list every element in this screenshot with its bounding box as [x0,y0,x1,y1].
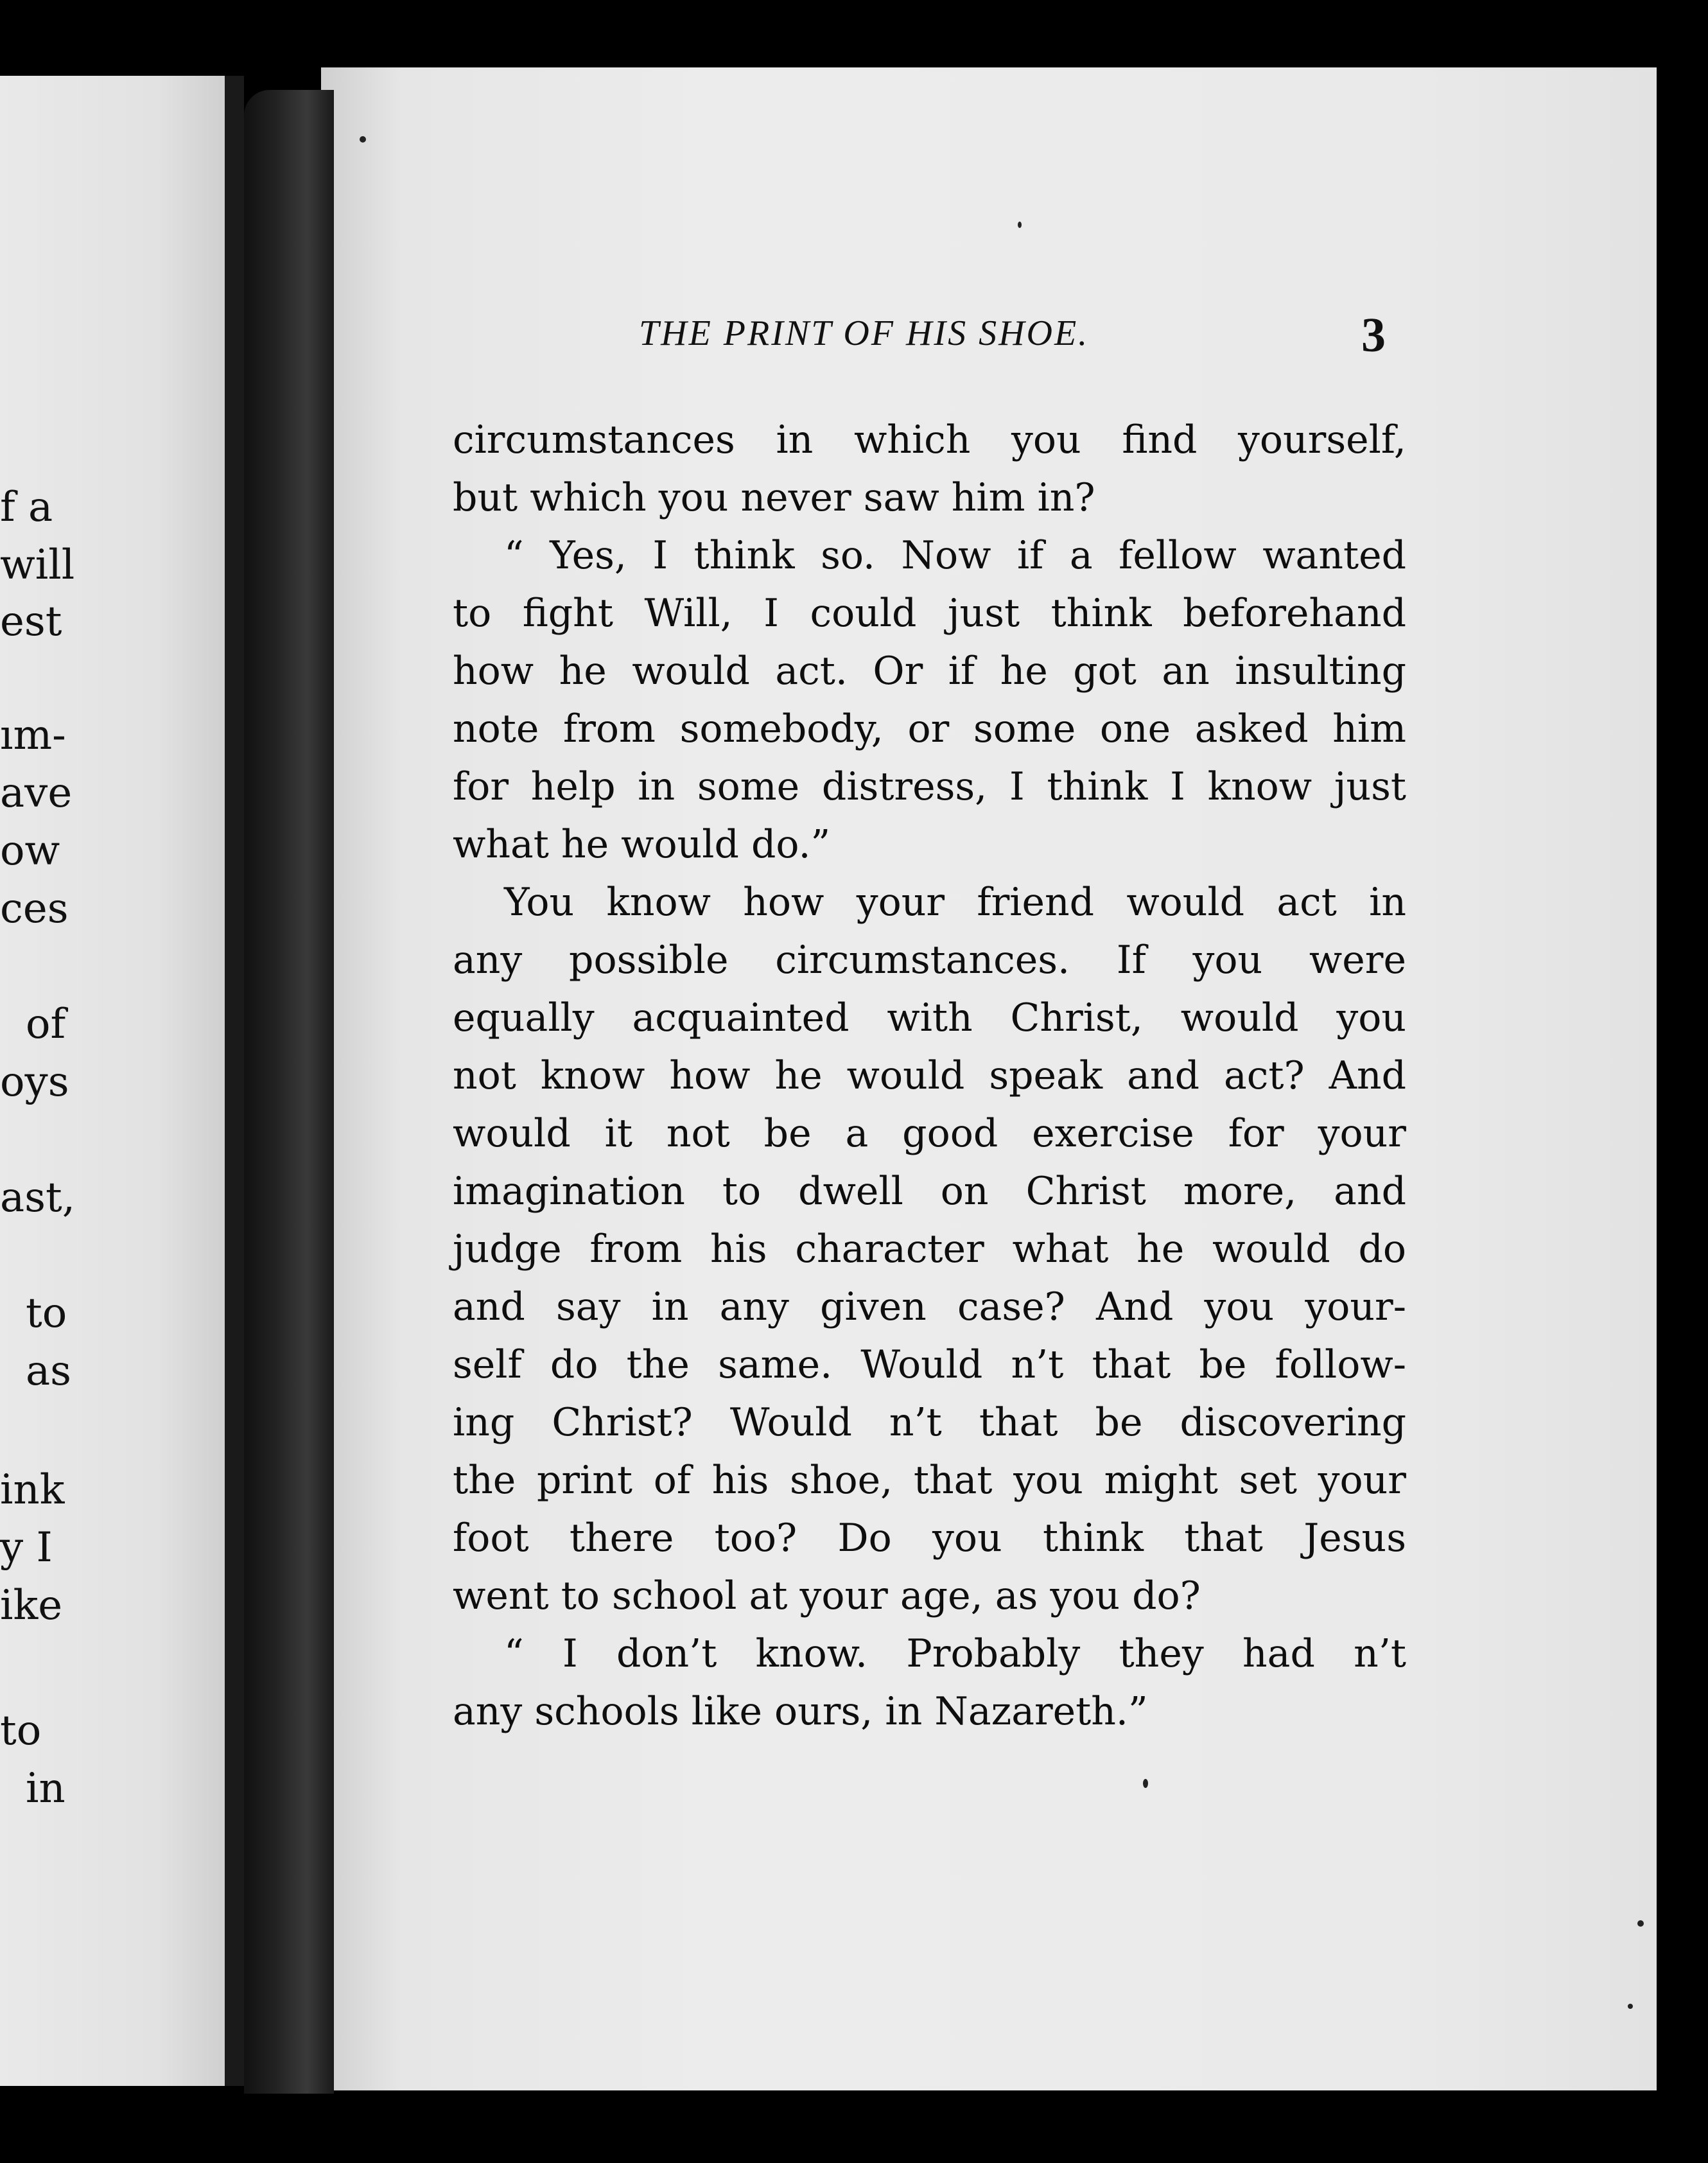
left-page-fragment: ike [0,1582,63,1629]
text-line: circumstances in which you find yourself, [453,417,1406,462]
text-line: any possible circumstances. If you were [453,938,1406,983]
left-page-fragment: to [0,1707,42,1755]
text-line: for help in some distress, I think I know just [453,764,1406,809]
text-line: equally acquainted with Christ, would you [453,995,1406,1040]
left-page-fragment: of [26,1001,66,1048]
left-page-fragment: f a [0,484,53,531]
left-page-fragment: ım- [0,712,66,759]
left-page-fragment: ces [0,885,69,933]
text-line: “ I don’t know. Probably they had n’t [504,1631,1406,1676]
scan-speck [360,136,366,143]
scan-speck [1628,2004,1633,2009]
left-page-fragment: as [26,1347,71,1395]
left-page-fragment: ink [0,1466,65,1514]
left-page-fragment: y I [0,1524,53,1572]
text-line: what he would do.” [453,822,831,867]
running-title: THE PRINT OF HIS SHOE. [639,313,1090,353]
book-spine-shadow [244,90,334,2094]
left-page-fragment: ow [0,827,60,875]
text-line: note from somebody, or some one asked him [453,706,1406,751]
text-line: to fight Will, I could just think beforehand [453,591,1406,636]
left-page-fragment: in [26,1765,65,1812]
scan-speck [1018,222,1022,228]
scan-speck [1637,1920,1644,1927]
text-line: any schools like ours, in Nazareth.” [453,1689,1148,1734]
text-line: the print of his shoe, that you might set your [453,1458,1406,1503]
left-page-fragment: ave [0,769,73,817]
text-line: not know how he would speak and act? And [453,1053,1406,1098]
left-page-fragment: ast, [0,1174,76,1222]
text-line: and say in any given case? And you your- [453,1284,1406,1329]
left-page-fragment: est [0,598,62,645]
text-line: but which you never saw him in? [453,475,1095,520]
text-line: “ Yes, I think so. Now if a fellow wanted [504,533,1406,578]
text-line: self do the same. Would n’t that be follow- [453,1342,1406,1387]
running-head [321,308,1425,364]
page-number: 3 [1361,308,1386,362]
text-line: You know how your friend would act in [504,880,1406,925]
scan-speck [1143,1779,1148,1788]
text-line: ing Christ? Would n’t that be discovering [453,1400,1406,1445]
body-text [453,411,1406,1740]
text-line: would it not be a good exercise for your [453,1111,1406,1156]
left-page-fragment: oys [0,1058,69,1106]
text-line: foot there too? Do you think that Jesus [453,1516,1406,1561]
text-line: imagination to dwell on Christ more, and [453,1169,1406,1214]
left-facing-page [0,76,225,2086]
text-line: how he would act. Or if he got an insulting [453,649,1406,694]
page-gutter [225,76,244,2086]
text-line: went to school at your age, as you do? [453,1573,1201,1618]
left-page-fragment: to [26,1290,67,1337]
left-page-fragment: will [0,541,75,589]
text-line: judge from his character what he would do [453,1227,1406,1272]
